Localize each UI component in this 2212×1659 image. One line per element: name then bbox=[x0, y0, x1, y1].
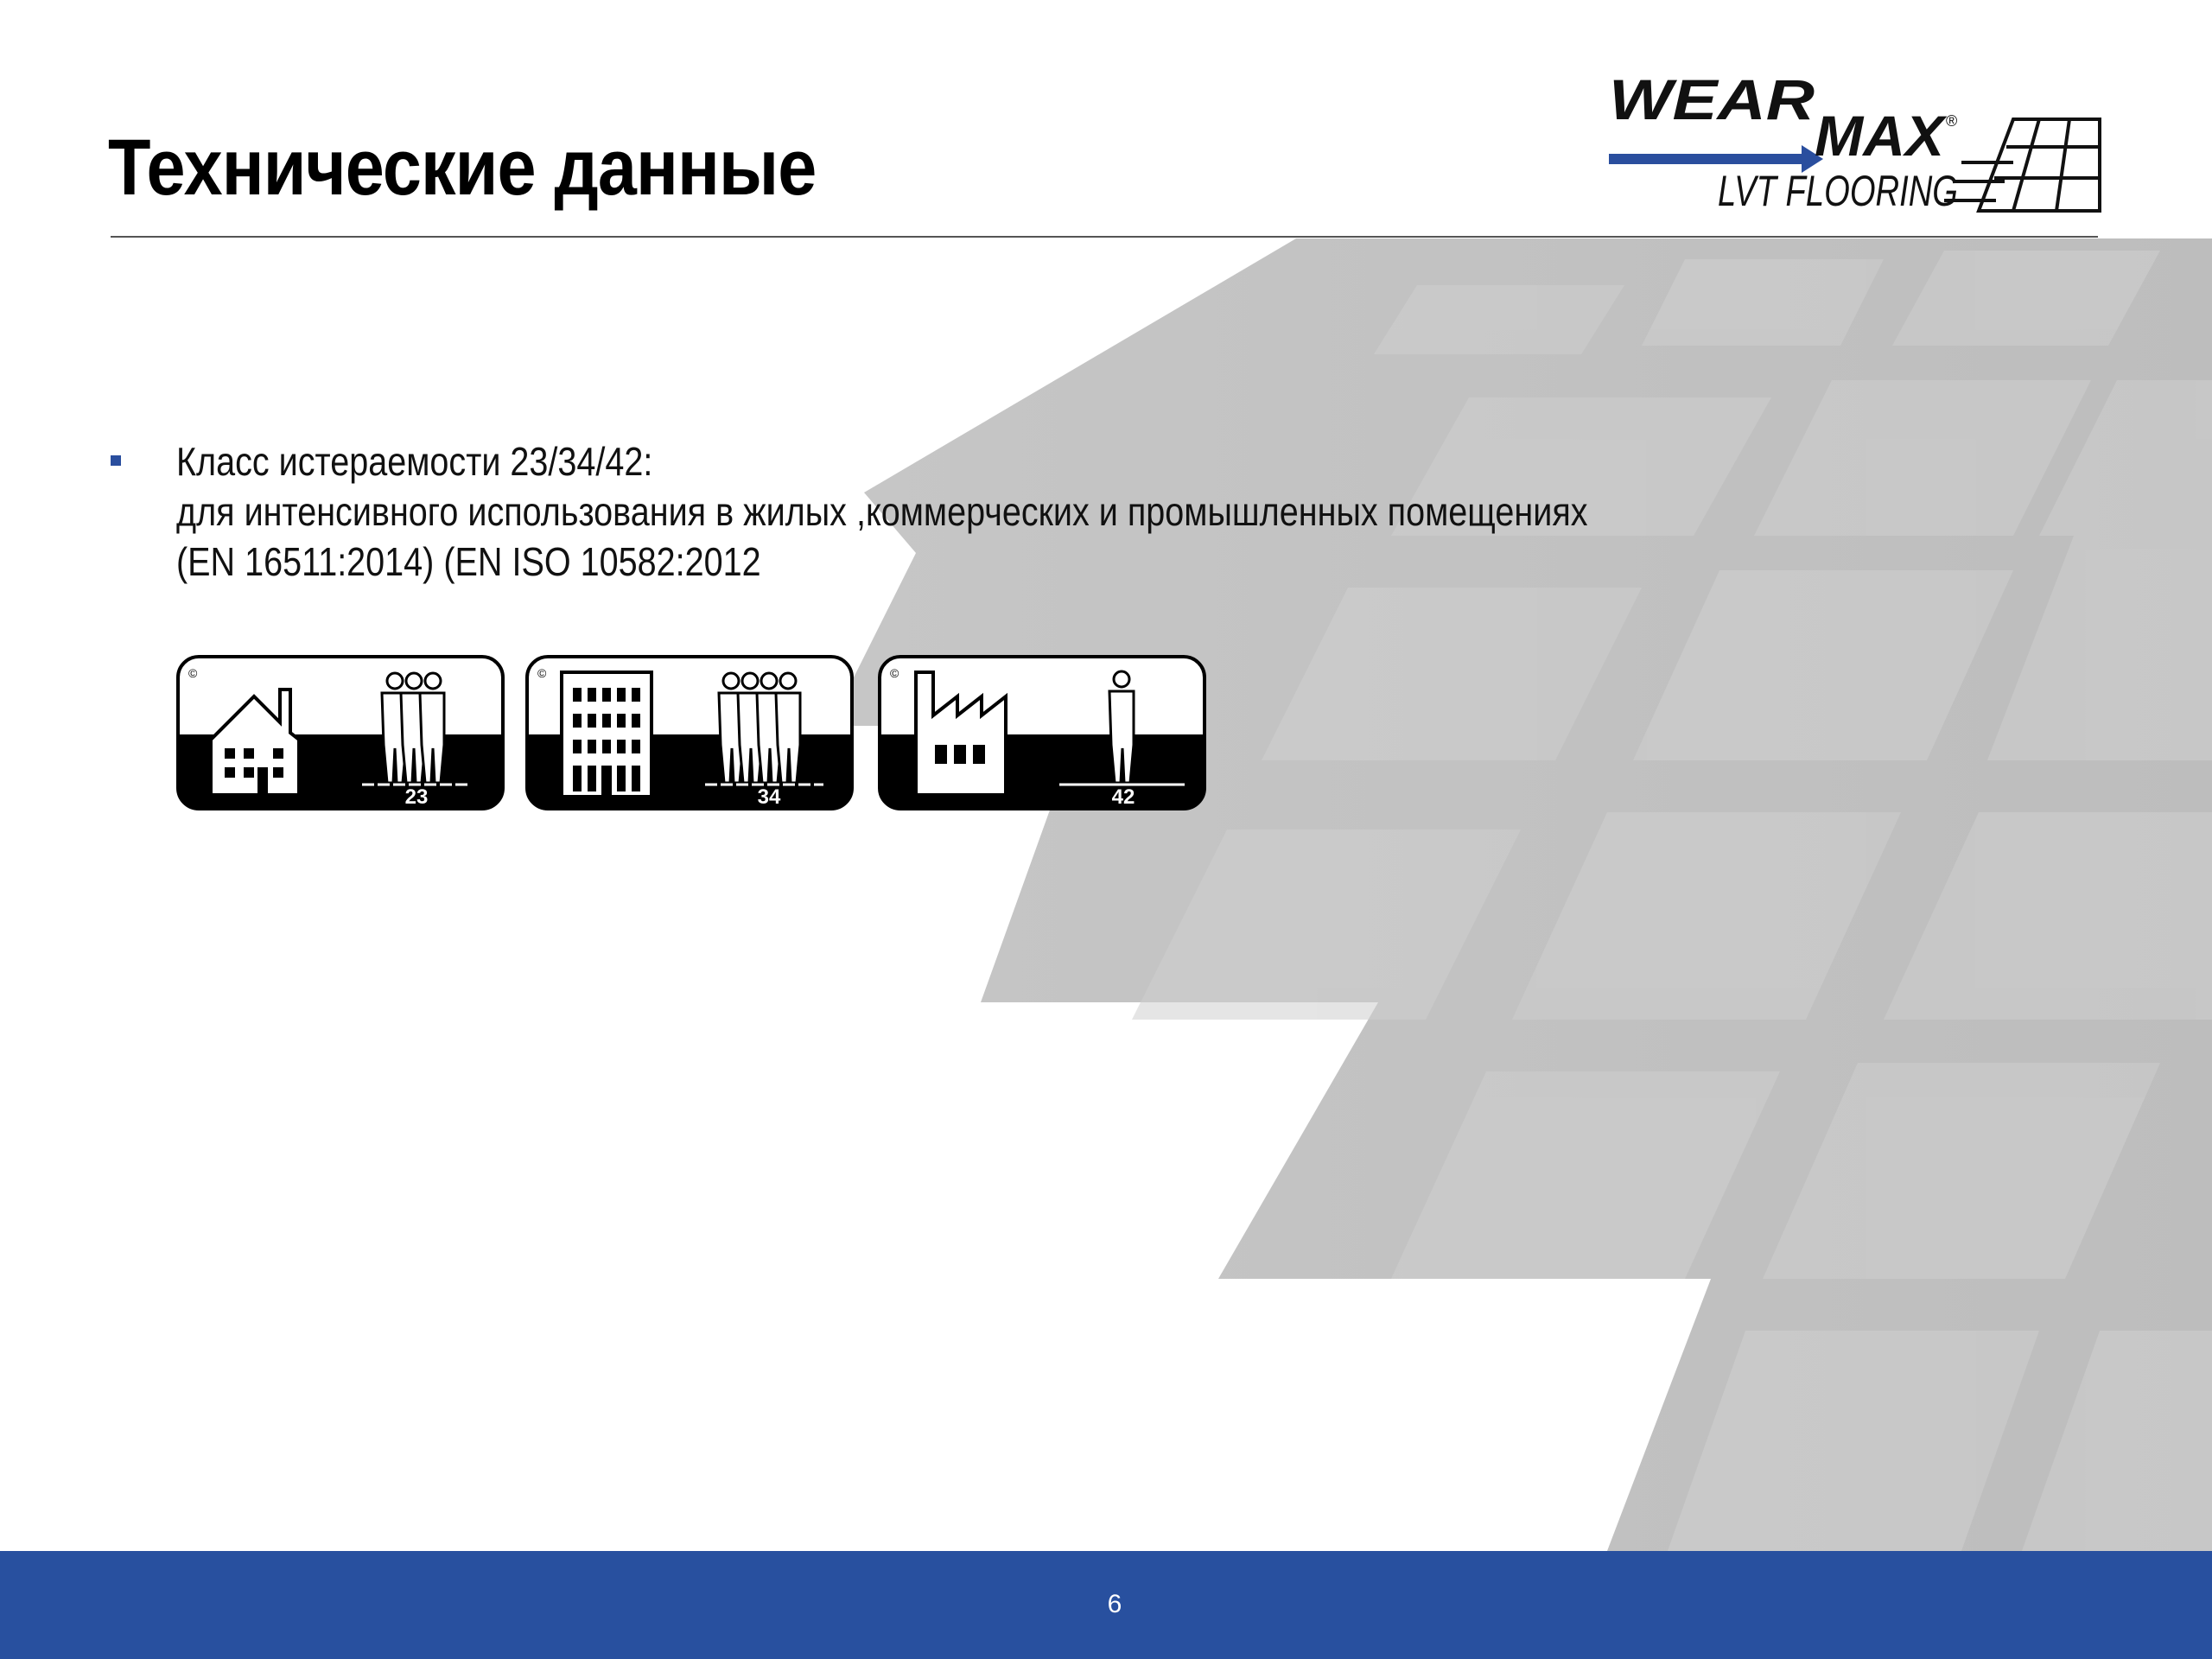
badge-class-number: 42 bbox=[1111, 785, 1135, 809]
badge-copyright: © bbox=[890, 666, 899, 680]
bullet-line-3: (EN 16511:2014) (EN ISO 10582:2012 bbox=[176, 539, 761, 584]
logo-tagline: LVT FLOORING bbox=[1718, 167, 1958, 215]
bullet-line-1: Класс истераемости 23/34/42: bbox=[176, 439, 653, 484]
wear-class-badges bbox=[176, 655, 1213, 815]
badge-copyright: © bbox=[537, 666, 547, 680]
logo-registered-mark: ® bbox=[1946, 112, 1958, 130]
wearmax-logo bbox=[1607, 76, 2101, 223]
badge-class-23 bbox=[176, 655, 505, 810]
logo-brand-left: WEAR bbox=[1609, 76, 1815, 131]
bullet-line-2: для интенсивного использования в жилых ,коммерческих и промышленных помещениях bbox=[176, 489, 1588, 534]
logo-floor-planks-icon bbox=[1944, 119, 2100, 211]
page-title: Технические данные bbox=[108, 124, 817, 212]
badge-class-34 bbox=[525, 655, 854, 810]
badge-class-42 bbox=[878, 655, 1206, 810]
badge-copyright: © bbox=[188, 666, 198, 680]
office-building-icon bbox=[562, 672, 652, 797]
page-number: 6 bbox=[1107, 1590, 1122, 1618]
title-divider bbox=[111, 236, 2098, 238]
logo-brand-right: MAX bbox=[1815, 104, 1948, 168]
square-bullet-icon bbox=[111, 455, 121, 466]
badge-class-number: 23 bbox=[404, 785, 429, 809]
bullet-text bbox=[176, 436, 1588, 587]
badge-class-number: 34 bbox=[757, 785, 781, 809]
